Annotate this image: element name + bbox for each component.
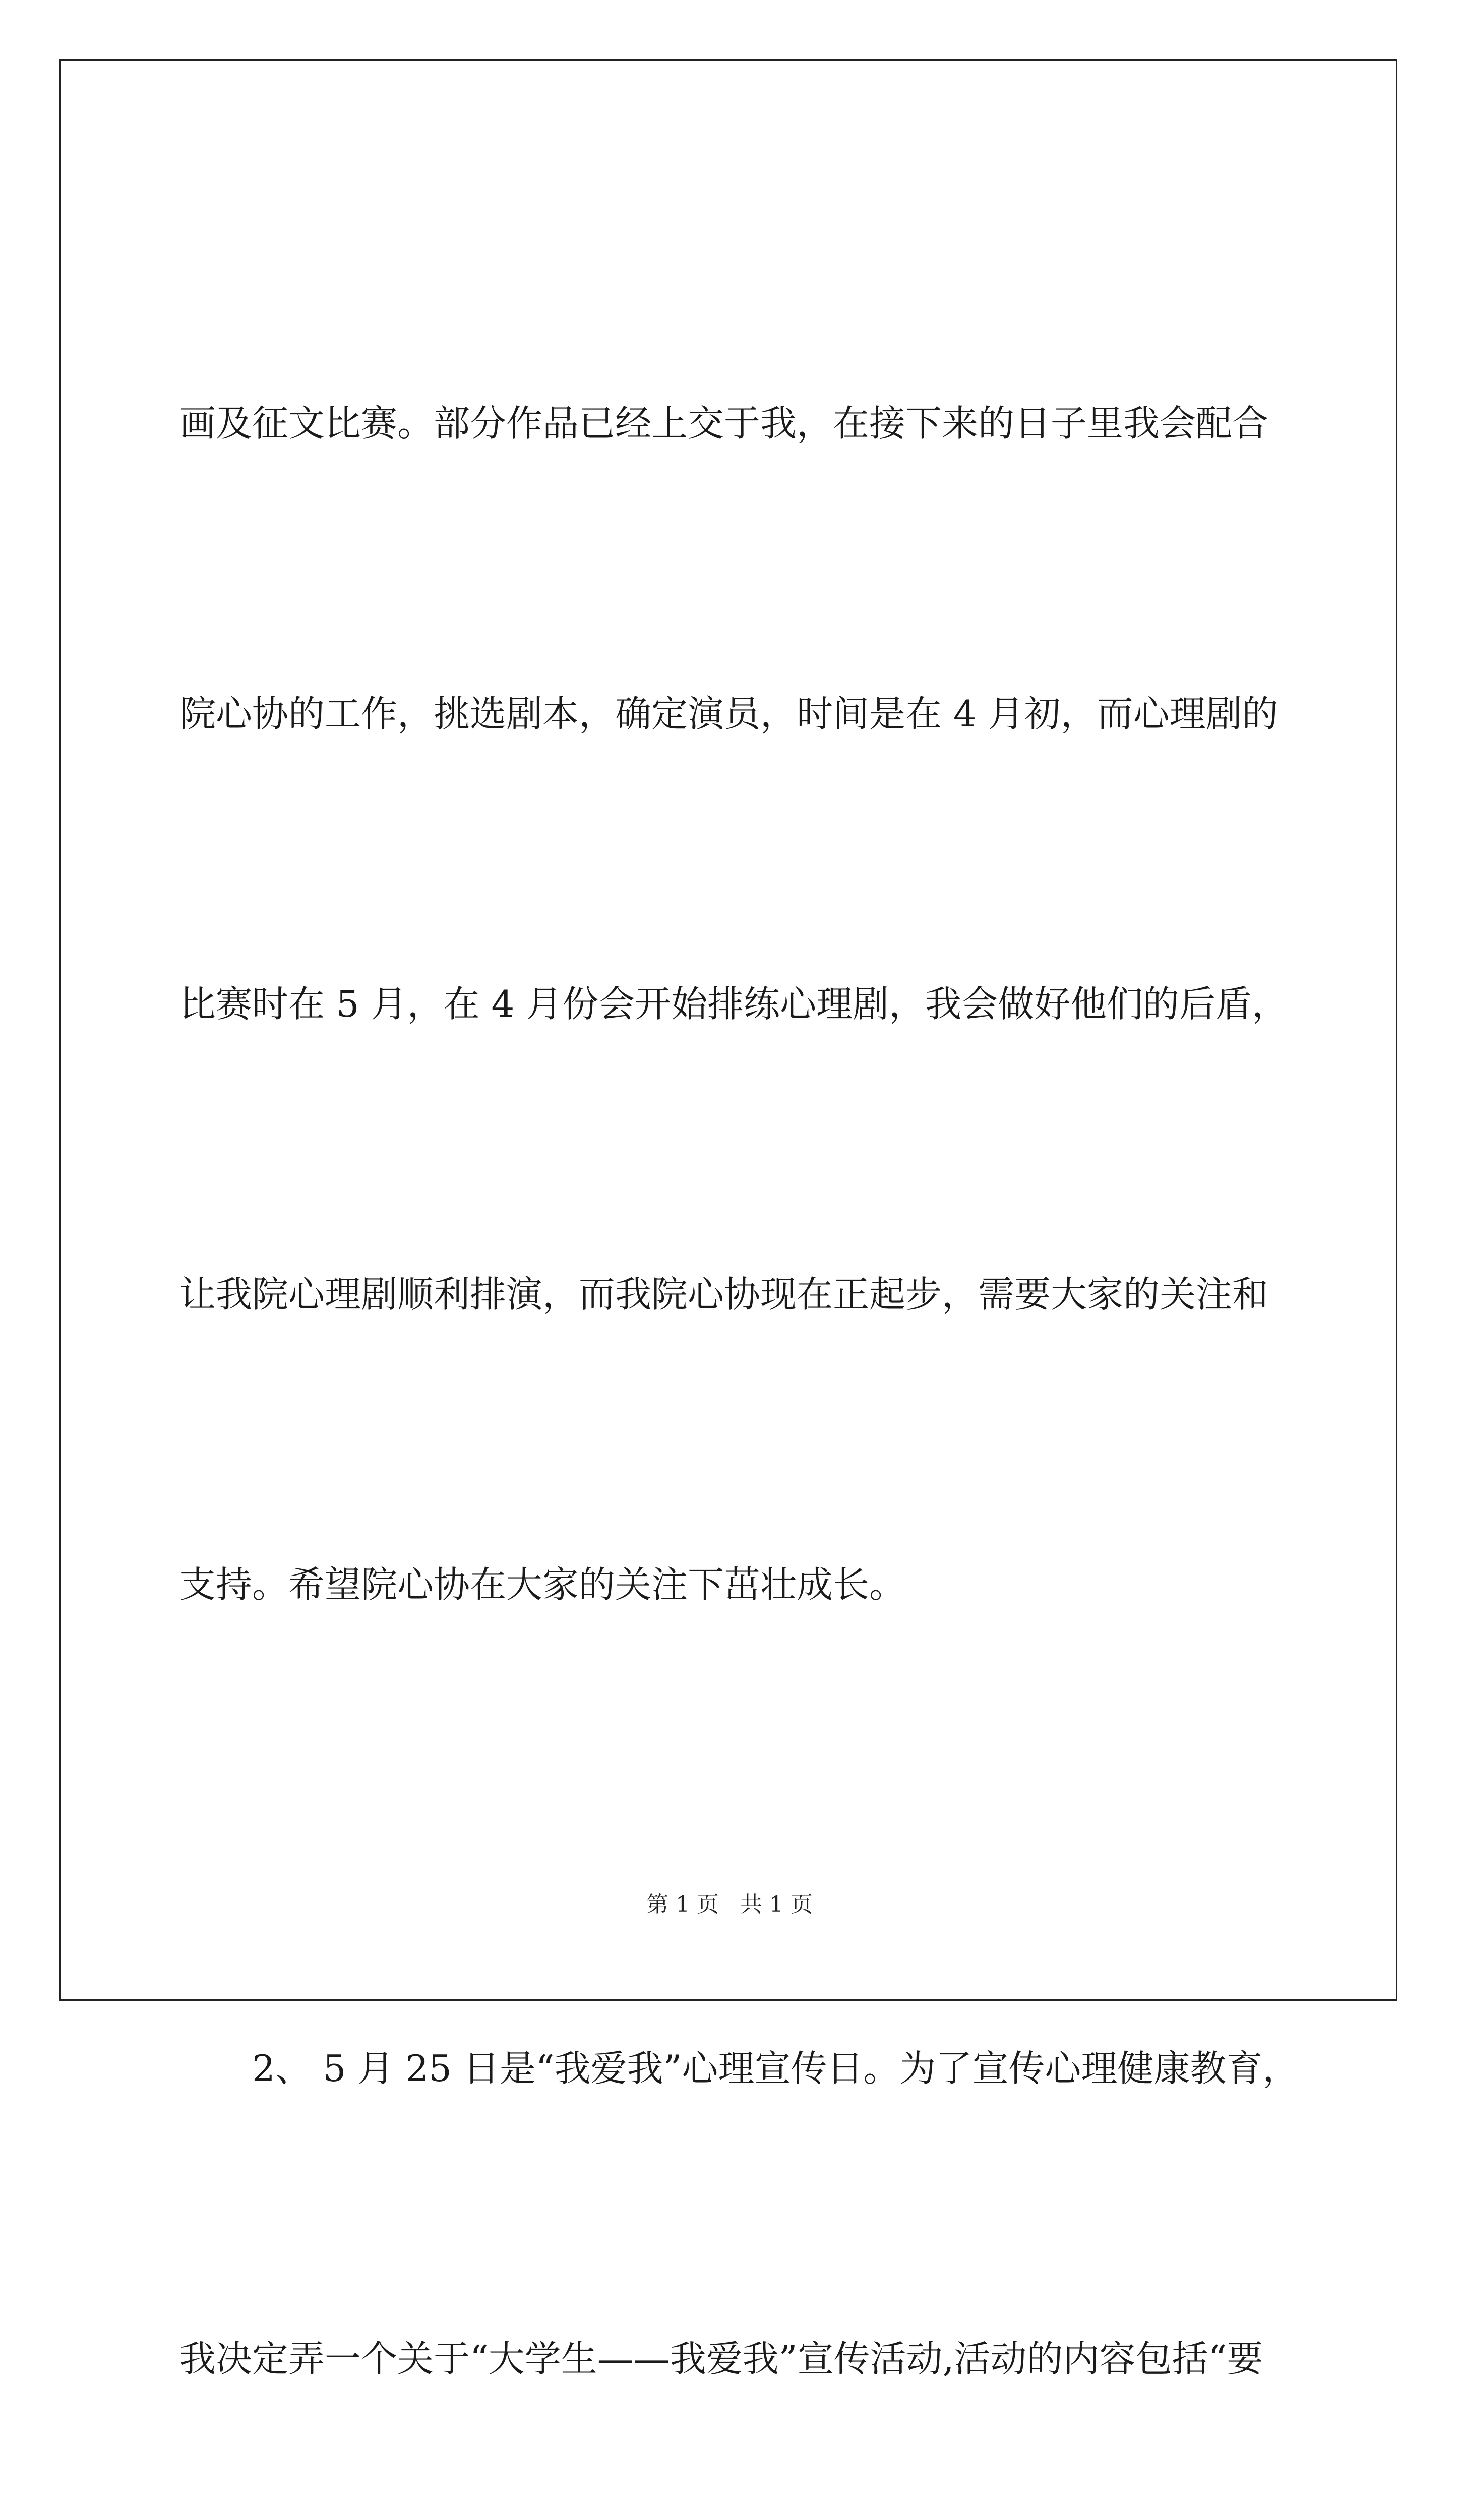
text-line: 画及征文比赛。部分作品已经上交于我，在接下来的日子里我会配合 [179, 402, 1269, 445]
document-body [179, 181, 1299, 2520]
text-line: 让我院心理剧顺利排演，而我院心协现在正起步，需要大家的关注和 [179, 1273, 1269, 1315]
text-line: 比赛时在 5 月，在 4 月份会开始排练心理剧，我会做好他们的后盾， [179, 983, 1289, 1025]
paragraph-1 [179, 181, 1299, 1826]
page-footer: 第 1 页 共 1 页 [646, 1892, 813, 1917]
text-line: 院心协的工作，挑选剧本，确定演员，时间是在 4 月初，而心理剧的 [179, 692, 1279, 735]
paragraph-2 [179, 1826, 1299, 2520]
text-line: 我决定弄一个关于“大学生——我爱我”宣传活动,活动的内容包括“要 [179, 2338, 1263, 2380]
text-line: 2、 5 月 25 日是“我爱我”心理宣传日。为了宣传心理健康教育， [179, 2047, 1299, 2090]
text-line: 支持。希望院心协在大家的关注下茁壮成长。 [179, 1563, 906, 1606]
